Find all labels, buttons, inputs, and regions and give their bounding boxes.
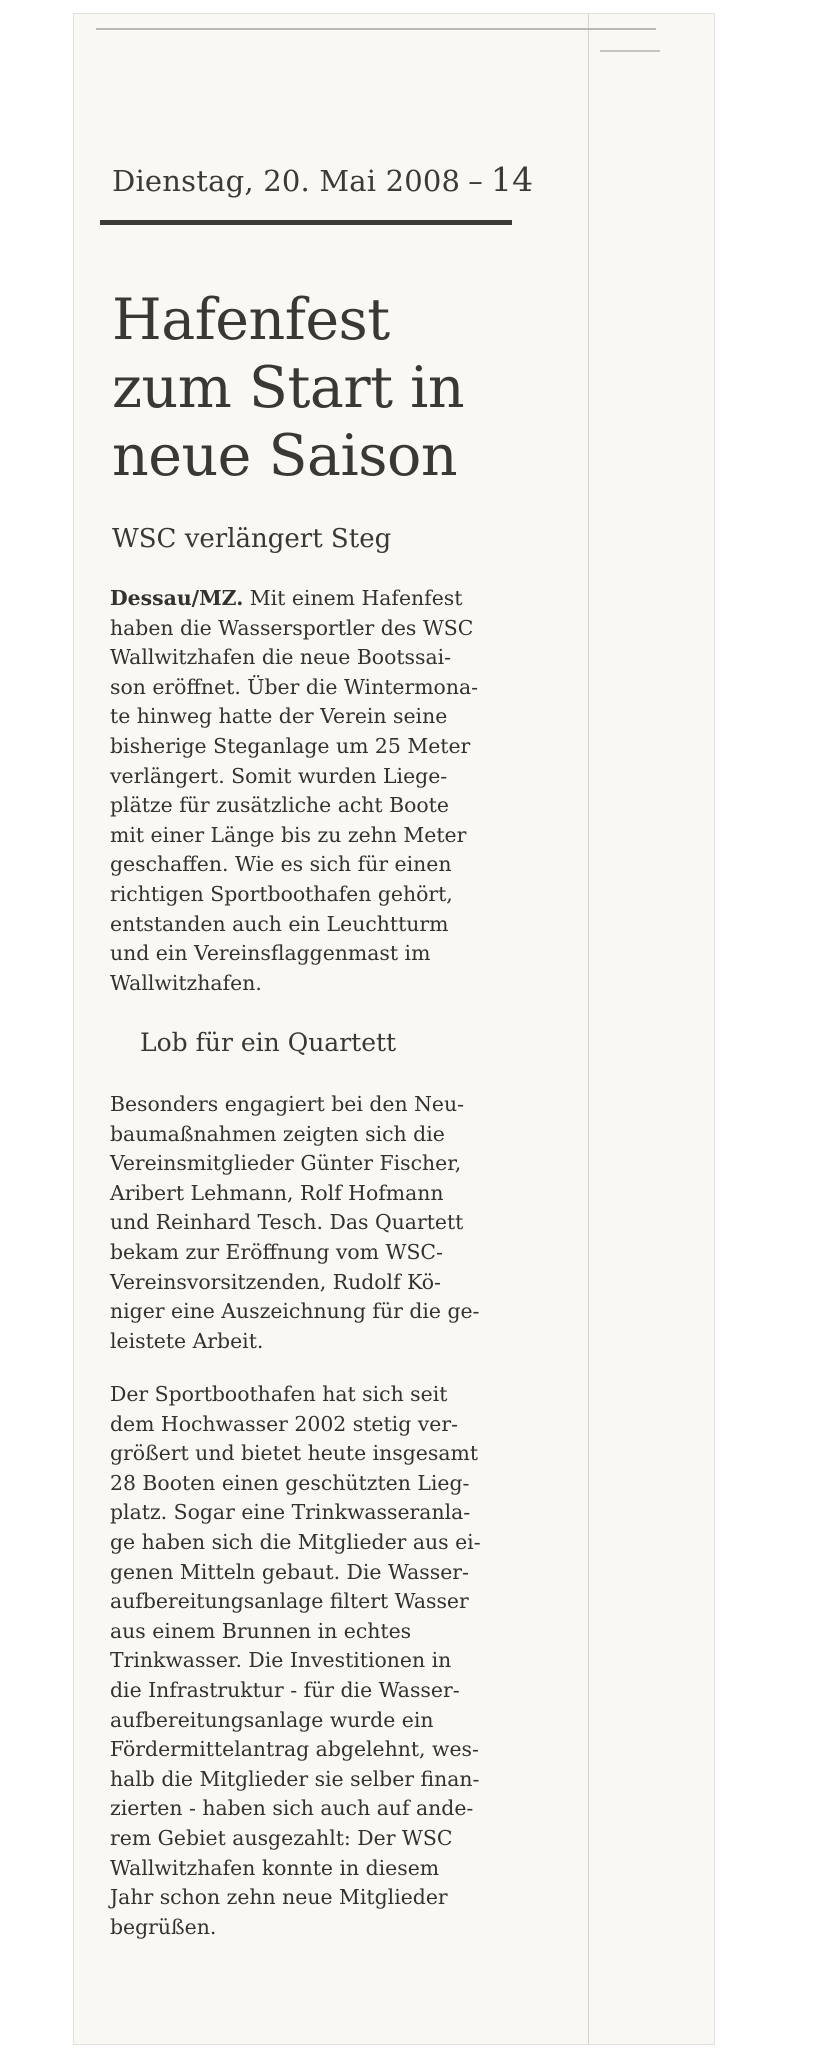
- dateline-rule: [100, 220, 512, 225]
- article-paragraph-3: Der Sportboothafen hat sich seit dem Hochwasser 2002 stetig ver- größert und bietet heute insgesamt 28 Booten einen geschützten Lieg- platz. Sogar eine Trinkwasseranla- ge haben sich die Mitglieder aus ei- genen Mitteln gebaut. Die Wasser- aufbereitungsanlage filtert Wasser aus einem Brunnen in echtes Trinkwasser. Die Investitionen in die Infrastruktur - für die Wasser- aufbereitungsanlage wurde ein Fördermittelantrag abgelehnt, wes- halb die Mitglieder sie selber finan- zierten - haben sich auch auf ande- rem Gebiet ausgezahlt: Der WSC Wallwitzhafen konnte in diesem Jahr schon zehn neue Mitglieder begrüßen.: [110, 1382, 481, 1939]
- section-heading: Lob für ein Quartett: [140, 1028, 397, 1057]
- paper-fold-edge: [588, 14, 589, 2044]
- article-paragraph-1: [110, 584, 510, 998]
- article-subheadline: WSC verlängert Steg: [112, 524, 392, 554]
- dateline: [112, 160, 534, 199]
- dateline-date: Dienstag, 20. Mai 2008: [112, 164, 461, 198]
- top-fold-line: [96, 28, 656, 30]
- article-headline: Hafenfest zum Start in neue Saison: [112, 287, 465, 489]
- article-paragraph-2: Besonders engagiert bei den Neu- baumaßnahmen zeigten sich die Vereinsmitglieder Günter Fischer, Aribert Lehmann, Rolf Hofmann und Reinhard Tesch. Das Quartett bekam zur Eröffnung vom WSC- Vereinsvorsitzenden, Rudolf Kö- niger eine Auszeichnung für die ge- leistete Arbeit.: [110, 1092, 480, 1353]
- paragraph-1-text: Mit einem Hafenfest haben die Wassersportler des WSC Wallwitzhafen die neue Bootssai- son eröffnet. Über die Wintermona- te hinweg hatte der Verein seine bisherige Steganlage um 25 Meter verlängert. Somit wurden Liege- plätze für zusätzliche acht Boote mit einer Länge bis zu zehn Meter geschaffen. Wie es sich für einen richtigen Sportboothafen gehört, entstanden auch ein Leuchtturm und ein Vereinsflaggenmast im Wallwitzhafen.: [110, 586, 478, 995]
- top-fold-line-right: [600, 50, 660, 52]
- dateline-separator: –: [468, 164, 483, 198]
- paragraph-1-lead: Dessau/MZ.: [110, 586, 244, 610]
- page-number: 14: [490, 160, 534, 199]
